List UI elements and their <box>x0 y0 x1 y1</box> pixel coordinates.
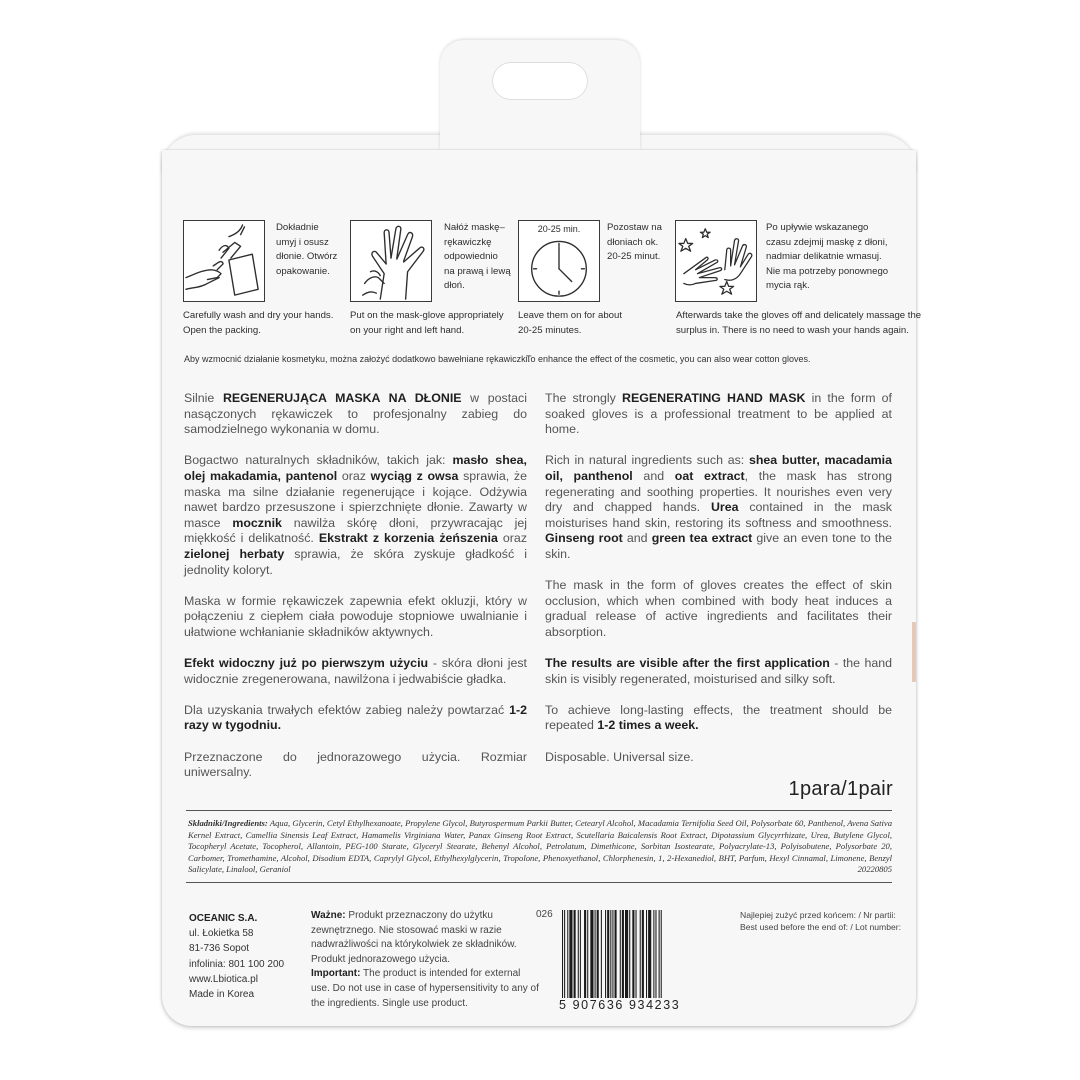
step-3-text-en: Leave them on for about 20-25 minutes. <box>518 310 623 336</box>
company-web: www.Lbiotica.pl <box>189 973 258 985</box>
product-code: 026 <box>536 909 553 920</box>
step-2-pictogram <box>350 220 432 302</box>
best-before-pl: Najlepiej zużyć przed końcem: / Nr partii: <box>740 910 896 920</box>
en-frequency-paragraph: To achieve long-lasting effects, the treatment should be repeated 1-2 times a week. <box>545 702 892 733</box>
pair-count-label: 1para/1pair <box>788 778 893 800</box>
description-en <box>545 391 892 781</box>
company-city: 81-736 Sopot <box>189 943 250 955</box>
en-intro: The strongly REGENERATING HAND MASK in the form of soaked gloves is a professional treatment to be applied at home. <box>545 391 892 437</box>
hand-glove-icon <box>351 221 431 301</box>
step-2-text-pl: Nałóż maskę– rękawiczkę odpowiednio na prawą i lewą dłoń. <box>444 222 511 291</box>
en-ingredients-paragraph: Rich in natural ingredients such as: shea butter, macadamia oil, panthenol and oat extract, the mask has strong regenerating and soothing properties. It nourishes even very dry and chapped hands. Urea contained in the mask moisturises hand skin, restoring its softness and smoothness. Ginseng root and green tea extract give an even tone to the skin. <box>545 453 893 561</box>
hands-opening-packet-icon <box>184 221 264 301</box>
side-strip <box>912 622 916 682</box>
company-phone: infolinia: 801 100 200 <box>189 958 285 970</box>
step-4-pictogram <box>675 220 757 302</box>
description-pl <box>184 391 527 796</box>
en-disposable-paragraph: Disposable. Universal size. <box>545 749 694 764</box>
barcode <box>560 908 706 1012</box>
company-street: ul. Łokietka 58 <box>189 928 254 940</box>
barcode-digits: 5 907636 934233 <box>559 998 681 1012</box>
cotton-note-pl: Aby wzmocnić działanie kosmetyku, można założyć dodatkowo bawełniane rękawiczki. <box>184 354 531 364</box>
step-1-text-en: Carefully wash and dry your hands. Open the packing. <box>183 310 334 336</box>
timer-label: 20-25 min. <box>537 224 581 234</box>
step-4-text-pl: Po upływie wskazanego czasu zdejmij maskę z dłoni, nadmiar delikatnie wmasuj. Nie ma potrzeby ponownego mycia rąk. <box>766 222 889 291</box>
company-name: OCEANIC S.A. <box>189 913 258 924</box>
ingredients-top-rule <box>186 810 892 811</box>
best-before-lot <box>740 909 901 933</box>
ingredients-bottom-rule <box>186 882 892 883</box>
pl-ingredients-paragraph: Bogactwo naturalnych składników, takich jak: masło shea, olej makadamia, pantenol oraz wyciąg z owsa sprawia, że maska ma silne działanie regenerujące i kojące. Odżywia nawet bardzo przesuszone i spierzchnięte dłonie. Zawarty w masce mocznik nawilża skórę dłoni, przywracając jej miękkość i delikatność. Ekstrakt z korzenia żeńszenia oraz zielonej herbaty sprawia, że skóra zyskuje gładkość i jednolity koloryt. <box>184 453 528 577</box>
ingredients-date: 20220805 <box>857 864 892 874</box>
pl-occlusion-paragraph: Maska w formie rękawiczek zapewnia efekt okluzji, który w połączeniu z ciepłem ciała powoduje stopniowe uwalnianie i ułatwione wchłanianie składników aktywnych. <box>184 593 527 639</box>
hanger-hole <box>492 62 588 100</box>
best-before-en: Best used before the end of: / Lot number: <box>740 922 901 932</box>
cotton-note-en: To enhance the effect of the cosmetic, you can also wear cotton gloves. <box>526 354 811 364</box>
en-results-paragraph: The results are visible after the first application - the hand skin is visibly regenerated, moisturised and silky soft. <box>545 656 893 686</box>
company-info <box>189 911 284 1002</box>
step-2-text-en: Put on the mask-glove appropriately on your right and left hand. <box>350 310 504 336</box>
company-origin: Made in Korea <box>189 989 255 1001</box>
sparkling-hands-icon <box>676 221 756 301</box>
en-occlusion-paragraph: The mask in the form of gloves creates the effect of skin occlusion, which when combined with body heat induces a gradual release of active ingredients and facilitates their absorption. <box>545 578 892 639</box>
step-1-text-pl: Dokładnie umyj i osusz dłonie. Otwórz opakowanie. <box>276 222 338 277</box>
pl-intro: Silnie REGENERUJĄCA MASKA NA DŁONIE w postaci nasączonych rękawiczek to profesjonalny zabieg do samodzielnego wykonania w domu. <box>184 391 528 437</box>
step-4-text-en: Afterwards take the gloves off and delicately massage the surplus in. There is no need to wash your hands again. <box>676 310 922 336</box>
warning-text: Ważne: Produkt przeznaczony do użytku zewnętrznego. Nie stosować maski w razie nadwrażliwości na którykolwiek ze składników. Produkt jednorazowego użycia. Important: The product is intended for external use. Do not use in case of hypersensitivity to any of the ingredients. Single use product. <box>311 910 539 1009</box>
pl-disposable-paragraph: Przeznaczone do jednorazowego użycia. Rozmiar uniwersalny. <box>184 749 527 780</box>
step-3-text-pl: Pozostaw na dłoniach ok. 20-25 minut. <box>607 222 662 262</box>
step-1-pictogram <box>183 220 265 302</box>
pl-frequency-paragraph: Dla uzyskania trwałych efektów zabieg należy powtarzać 1-2 razy w tygodniu. <box>184 702 527 733</box>
ingredients-list: Składniki/Ingredients: Aqua, Glycerin, Cetyl Ethylhexanoate, Propylene Glycol, Butyrospermum Parkii Butter, Cetearyl Alcohol, Macadamia Ternifolia Seed Oil, Polysorbate 60, Panthenol, Avena Sativa Kernel Extract, Camellia Sinensis Leaf Extract, Hamamelis Virginiana Water, Panax Ginseng Root Extract, Scutellaria Baicalensis Root Extract, Dipotassium Glycyrrhizate, Urea, Butylene Glycol, Tocopheryl Acetate, Tocopherol, Allantoin, PEG-100 Starate, Glyceryl Stearate, Behenyl Alcohol, Petrolatum, Dimethicone, Sorbitan Isostearate, Polyacrylate-13, Polyisobutene, Polysorbate 20, Carbomer, Tromethamine, Alcohol, Disodium EDTA, Caprylyl Glycol, Ethylhexylglycerin, Tropolone, Phenoxyethanol, Chlorphenesin, 1, 2-Hexanediol, BHT, Parfum, Hexyl Cinnamal, Limonene, Benzyl Salicylate, Linalool, Geraniol <box>188 818 892 875</box>
pl-results-paragraph: Efekt widoczny już po pierwszym użyciu - skóra dłoni jest widocznie zregenerowana, nawilżona i jedwabiście gładka. <box>184 656 527 686</box>
